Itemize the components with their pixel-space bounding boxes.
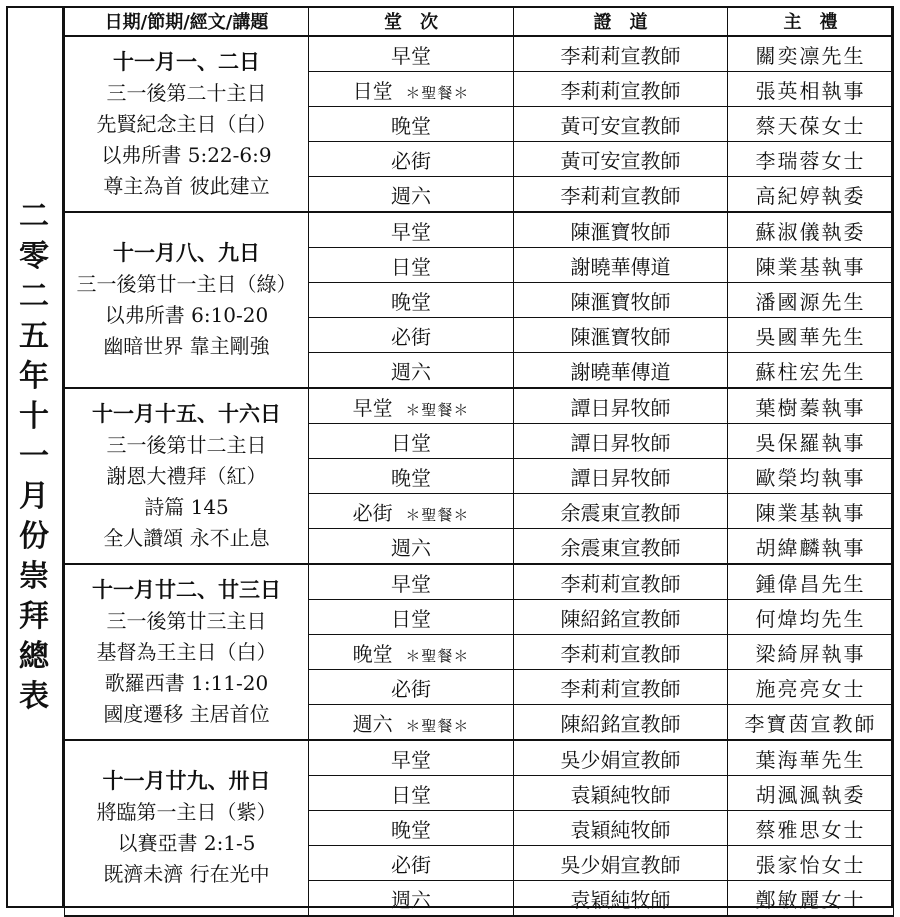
service-name: 日堂	[391, 254, 431, 279]
service-cell	[309, 36, 514, 72]
preacher-cell: 李莉莉宣教師	[514, 670, 728, 705]
week-date: 十一月一、二日	[113, 49, 260, 74]
preacher-cell: 陳滙寶牧師	[514, 283, 728, 318]
preacher-cell: 謝曉華傳道	[514, 248, 728, 283]
liturgist-cell: 李瑞蓉女士	[728, 142, 894, 177]
week-info-line: 三一後第廿二主日	[106, 432, 267, 457]
preacher-cell: 袁穎純牧師	[514, 776, 728, 811]
table-row	[65, 212, 894, 248]
preacher-cell: 陳滙寶牧師	[514, 318, 728, 353]
vertical-title-char: 二	[19, 279, 49, 314]
week-date: 十一月廿九、卅日	[102, 769, 271, 793]
service-cell	[309, 283, 514, 318]
service-name: 晚堂	[391, 289, 431, 314]
liturgist-cell: 蔡天葆女士	[728, 107, 894, 142]
liturgist-cell: 陳業基執事	[728, 494, 894, 529]
vertical-title-char: 年	[19, 359, 49, 394]
preacher-cell: 陳紹銘宣教師	[514, 705, 728, 741]
week-info-line: 全人讚頌 永不止息	[103, 525, 270, 550]
preacher-cell: 李莉莉宣教師	[514, 564, 728, 600]
liturgist-cell: 葉樹蓁執事	[728, 388, 894, 424]
service-cell	[309, 881, 514, 917]
week-info-line: 幽暗世界 靠主剛強	[103, 334, 270, 358]
service-name: 必街	[352, 500, 393, 525]
service-name: 晚堂	[391, 817, 431, 842]
preacher-cell: 譚日昇牧師	[514, 388, 728, 424]
liturgist-cell: 吳保羅執事	[728, 424, 894, 459]
service-name: 週六	[391, 183, 431, 208]
service-cell	[309, 776, 514, 811]
preacher-cell: 李莉莉宣教師	[514, 635, 728, 670]
liturgist-cell: 吳國華先生	[728, 318, 894, 353]
vertical-title	[6, 6, 64, 908]
service-cell	[309, 635, 514, 670]
week-date: 十一月十五、十六日	[92, 401, 281, 426]
week-info-line: 基督為王主日（白）	[96, 639, 277, 664]
liturgist-cell: 蘇柱宏先生	[728, 353, 894, 389]
service-cell	[309, 670, 514, 705]
service-cell	[309, 248, 514, 283]
communion-mark: ＊聖餐＊	[405, 400, 470, 419]
table-row	[65, 388, 894, 424]
vertical-title-char: 拜	[19, 599, 49, 634]
liturgist-cell: 歐榮均執事	[728, 459, 894, 494]
preacher-cell: 黃可安宣教師	[514, 142, 728, 177]
week-info-line: 尊主為首 彼此建立	[103, 173, 270, 198]
header-row	[65, 7, 894, 37]
vertical-title-char: 份	[19, 519, 49, 554]
vertical-title-char: 二	[19, 199, 49, 234]
vertical-title-char: 崇	[19, 559, 49, 594]
service-cell	[309, 424, 514, 459]
week-info-cell	[65, 212, 309, 388]
preacher-cell: 余震東宣教師	[514, 529, 728, 565]
preacher-cell: 陳滙寶牧師	[514, 212, 728, 248]
header-service: 堂 次	[309, 7, 514, 37]
week-info-line: 先賢紀念主日（白）	[96, 111, 277, 136]
liturgist-cell: 蔡雅思女士	[728, 811, 894, 846]
liturgist-cell: 陳業基執事	[728, 248, 894, 283]
service-cell	[309, 212, 514, 248]
communion-mark: ＊聖餐＊	[405, 83, 470, 102]
preacher-cell: 陳紹銘宣教師	[514, 600, 728, 635]
week-info-line: 以弗所書 6:10-20	[104, 303, 269, 327]
service-name: 晚堂	[391, 465, 431, 490]
service-cell	[309, 494, 514, 529]
service-name: 早堂	[391, 219, 431, 244]
liturgist-cell: 施亮亮女士	[728, 670, 894, 705]
service-name: 必街	[391, 148, 431, 173]
preacher-cell: 袁穎純牧師	[514, 881, 728, 917]
header-preacher: 證 道	[514, 7, 728, 37]
service-name: 早堂	[391, 571, 431, 596]
communion-mark: ＊聖餐＊	[405, 646, 470, 665]
service-cell	[309, 705, 514, 741]
liturgist-cell: 鍾偉昌先生	[728, 564, 894, 600]
service-name: 晚堂	[391, 113, 431, 138]
liturgist-cell: 潘國源先生	[728, 283, 894, 318]
week-date: 十一月八、九日	[113, 241, 260, 265]
service-cell	[309, 318, 514, 353]
vertical-title-char: 十	[19, 399, 49, 434]
service-cell	[309, 72, 514, 107]
week-info-line: 三一後第廿一主日（綠）	[76, 272, 297, 296]
week-info-line: 以弗所書 5:22-6:9	[101, 142, 272, 167]
preacher-cell: 李莉莉宣教師	[514, 177, 728, 213]
service-cell	[309, 388, 514, 424]
week-info-line: 三一後第二十主日	[106, 80, 267, 105]
week-info-line: 謝恩大禮拜（紅）	[106, 463, 267, 488]
preacher-cell: 李莉莉宣教師	[514, 72, 728, 107]
vertical-title-char: 表	[19, 679, 49, 714]
worship-schedule-table	[64, 6, 894, 917]
service-name: 必街	[391, 852, 431, 877]
liturgist-cell: 張英相執事	[728, 72, 894, 107]
week-info-cell	[65, 740, 309, 916]
service-name: 日堂	[391, 430, 431, 455]
liturgist-cell: 胡緯麟執事	[728, 529, 894, 565]
service-name: 早堂	[391, 43, 431, 68]
service-cell	[309, 740, 514, 776]
week-info-cell	[65, 564, 309, 740]
service-name: 必街	[391, 324, 431, 349]
week-info-line: 詩篇 145	[144, 494, 229, 519]
preacher-cell: 余震東宣教師	[514, 494, 728, 529]
service-cell	[309, 353, 514, 389]
schedule-body	[65, 36, 894, 916]
communion-mark: ＊聖餐＊	[405, 716, 470, 735]
service-cell	[309, 529, 514, 565]
week-info-line: 歌羅西書 1:11-20	[104, 670, 269, 695]
week-info-line: 三一後第廿三主日	[106, 608, 267, 633]
vertical-title-char: 一	[19, 439, 49, 474]
service-name: 週六	[352, 711, 393, 736]
vertical-title-char: 五	[19, 319, 49, 354]
service-name: 早堂	[352, 395, 393, 420]
preacher-cell: 吳少娟宣教師	[514, 846, 728, 881]
preacher-cell: 譚日昇牧師	[514, 424, 728, 459]
service-name: 早堂	[391, 747, 431, 772]
week-info-line: 國度遷移 主居首位	[103, 701, 270, 726]
liturgist-cell: 蘇淑儀執委	[728, 212, 894, 248]
liturgist-cell: 關奕凛先生	[728, 36, 894, 72]
liturgist-cell: 何煒均先生	[728, 600, 894, 635]
preacher-cell: 吳少娟宣教師	[514, 740, 728, 776]
service-name: 週六	[391, 535, 431, 560]
week-info-line: 既濟未濟 行在光中	[103, 862, 270, 886]
liturgist-cell: 鄭敏麗女士	[728, 881, 894, 917]
week-date: 十一月廿二、廿三日	[92, 577, 281, 602]
week-info-line: 將臨第一主日（紫）	[96, 800, 277, 824]
vertical-title-char: 總	[19, 639, 49, 674]
preacher-cell: 李莉莉宣教師	[514, 36, 728, 72]
vertical-title-char: 月	[19, 479, 49, 514]
liturgist-cell: 葉海華先生	[728, 740, 894, 776]
preacher-cell: 黃可安宣教師	[514, 107, 728, 142]
preacher-cell: 袁穎純牧師	[514, 811, 728, 846]
communion-mark: ＊聖餐＊	[405, 505, 470, 524]
table-row	[65, 564, 894, 600]
table-row	[65, 740, 894, 776]
liturgist-cell: 胡渢渢執委	[728, 776, 894, 811]
service-cell	[309, 107, 514, 142]
service-name: 日堂	[391, 606, 431, 631]
header-liturgist: 主 禮	[728, 7, 894, 37]
service-cell	[309, 142, 514, 177]
week-info-line: 以賽亞書 2:1-5	[117, 831, 256, 855]
service-name: 日堂	[352, 78, 393, 103]
week-info-cell	[65, 36, 309, 212]
preacher-cell: 謝曉華傳道	[514, 353, 728, 389]
service-name: 週六	[391, 887, 431, 912]
vertical-title-char: 零	[19, 239, 49, 274]
service-cell	[309, 846, 514, 881]
service-cell	[309, 600, 514, 635]
service-name: 日堂	[391, 782, 431, 807]
service-name: 週六	[391, 359, 431, 384]
service-cell	[309, 459, 514, 494]
table-row	[65, 36, 894, 72]
liturgist-cell: 高紀婷執委	[728, 177, 894, 213]
liturgist-cell: 張家怡女士	[728, 846, 894, 881]
header-date: 日期/節期/經文/講題	[65, 7, 309, 37]
liturgist-cell: 梁綺屏執事	[728, 635, 894, 670]
service-name: 晚堂	[352, 641, 393, 666]
service-cell	[309, 811, 514, 846]
service-cell	[309, 564, 514, 600]
liturgist-cell: 李寶茵宣教師	[728, 705, 894, 741]
service-name: 必街	[391, 676, 431, 701]
preacher-cell: 譚日昇牧師	[514, 459, 728, 494]
week-info-cell	[65, 388, 309, 564]
service-cell	[309, 177, 514, 213]
